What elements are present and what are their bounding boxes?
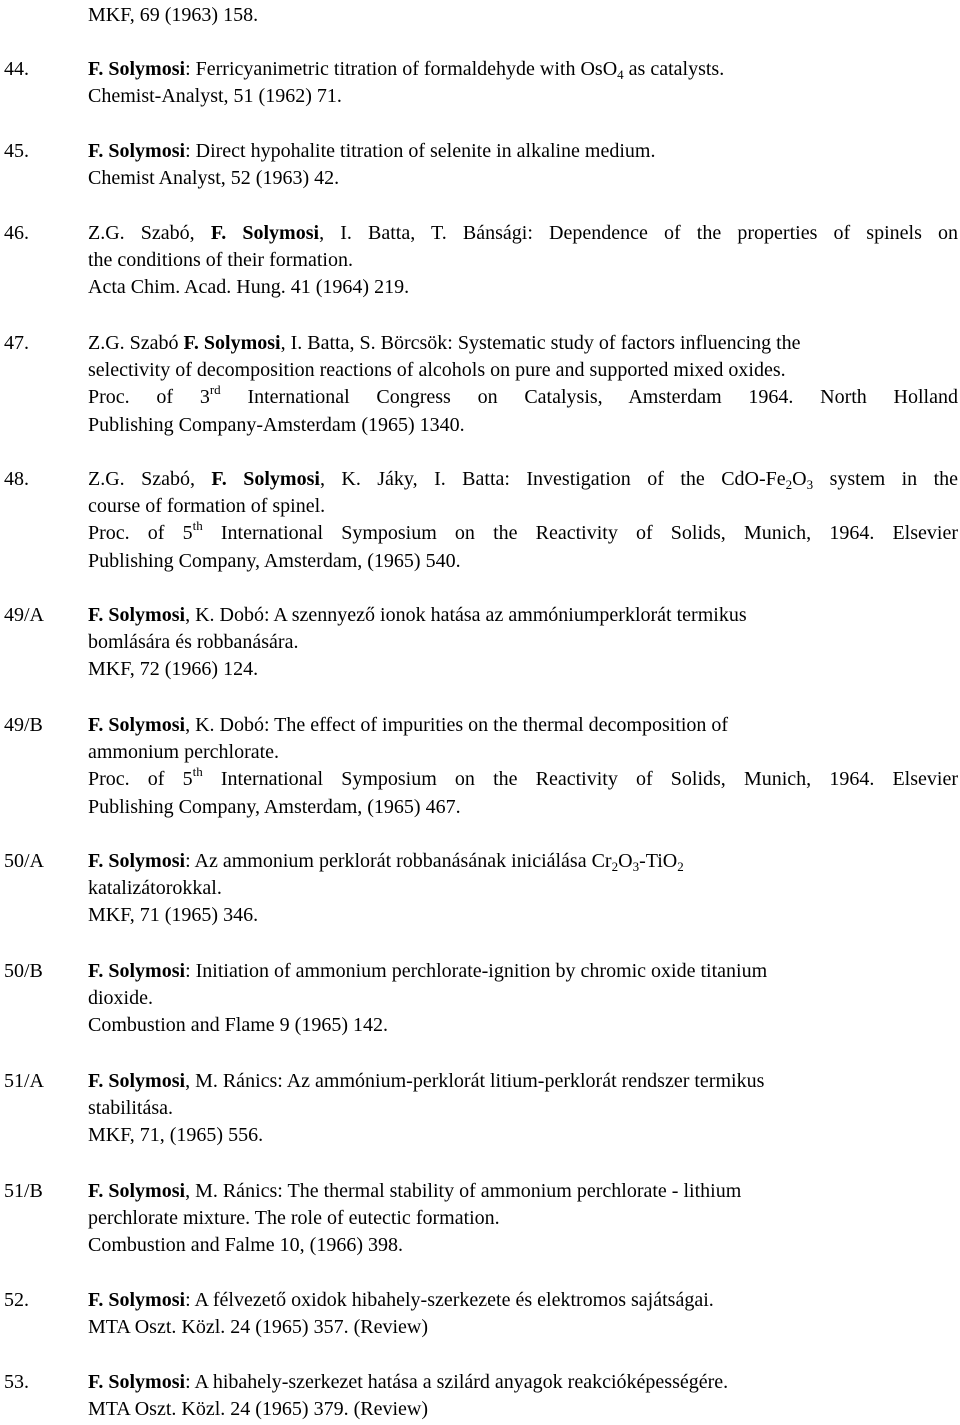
entry-line: F. Solymosi: A félvezető oxidok hibahely-szerkezete és elektromos sajátságai. (88, 1289, 714, 1311)
entry-line: Publishing Company, Amsterdam, (1965) 540. (88, 549, 461, 572)
author-name: F. Solymosi (183, 332, 281, 354)
entry-line: Proc. of 5th International Symposium on the Reactivity of Solids, Munich, 1964. Elsevier (88, 518, 958, 545)
entry-number: 45. (4, 140, 29, 162)
author-name: F. Solymosi (88, 1371, 186, 1393)
entry-line: F. Solymosi, M. Ránics: Az ammónium-perklorát litium-perklorát rendszer termikus (88, 1070, 765, 1092)
entry-line: F. Solymosi, K. Dobó: The effect of impurities on the thermal decomposition of (88, 714, 729, 736)
entry-number: 49/A (4, 604, 44, 626)
entry-line: Proc. of 3rd International Congress on Catalysis, Amsterdam 1964. North Holland (88, 382, 958, 409)
entry-number: 51/B (4, 1180, 43, 1202)
entry-line: dioxide. (88, 987, 153, 1010)
entry-line: stabilitása. (88, 1097, 173, 1120)
entry-line: Acta Chim. Acad. Hung. 41 (1964) 219. (88, 276, 410, 299)
entry-number: 52. (4, 1289, 29, 1311)
entry-line: Combustion and Flame 9 (1965) 142. (88, 1014, 388, 1037)
entry-line: the conditions of their formation. (88, 249, 353, 272)
entry-line: F. Solymosi: Direct hypohalite titration of selenite in alkaline medium. (88, 140, 656, 162)
author-name: F. Solymosi (211, 468, 320, 490)
author-name: F. Solymosi (88, 850, 186, 872)
entry-number: 44. (4, 58, 29, 80)
entry-line: Proc. of 5th International Symposium on the Reactivity of Solids, Munich, 1964. Elsevier (88, 764, 958, 791)
author-name: F. Solymosi (88, 1289, 186, 1311)
entry-line: Publishing Company-Amsterdam (1965) 1340. (88, 413, 465, 436)
entry-number: 50/B (4, 960, 43, 982)
entry-line: selectivity of decomposition reactions of alcohols on pure and supported mixed oxides. (88, 359, 786, 382)
entry-line: MTA Oszt. Közl. 24 (1965) 379. (Review) (88, 1398, 429, 1421)
entry-line: bomlására és robbanására. (88, 631, 299, 654)
entry-line: katalizátorokkal. (88, 877, 222, 900)
entry-line: MKF, 71 (1965) 346. (88, 904, 259, 927)
entry-number: 53. (4, 1371, 29, 1393)
entry-number: 46. (4, 222, 29, 244)
author-name: F. Solymosi (88, 960, 186, 982)
entry-line: F. Solymosi: A hibahely-szerkezet hatása a szilárd anyagok reakcióképességére. (88, 1371, 729, 1393)
entry-line: ammonium perchlorate. (88, 741, 280, 764)
entry-line: perchlorate mixture. The role of eutectic formation. (88, 1207, 500, 1230)
author-name: F. Solymosi (88, 1180, 186, 1202)
entry-line: Combustion and Falme 10, (1966) 398. (88, 1234, 403, 1257)
author-name: F. Solymosi (210, 222, 320, 244)
entry-line: MKF, 69 (1963) 158. (88, 4, 259, 26)
entry-line: Chemist-Analyst, 51 (1962) 71. (88, 85, 342, 108)
entry-line: F. Solymosi, M. Ránics: The thermal stability of ammonium perchlorate - lithium (88, 1180, 742, 1202)
author-name: F. Solymosi (88, 604, 186, 626)
entry-number: 48. (4, 468, 29, 490)
entry-line: MKF, 71, (1965) 556. (88, 1124, 264, 1147)
author-name: F. Solymosi (88, 1070, 186, 1092)
author-name: F. Solymosi (88, 140, 186, 162)
entry-line: MKF, 72 (1966) 124. (88, 658, 259, 681)
entry-line: Z.G. Szabó, F. Solymosi, I. Batta, T. Bánsági: Dependence of the properties of spinels on (88, 222, 959, 244)
entry-line: F. Solymosi: Ferricyanimetric titration of formaldehyde with OsO$_4$ as catalysts. (88, 58, 725, 82)
entry-line: Chemist Analyst, 52 (1963) 42. (88, 167, 340, 190)
entry-line: MTA Oszt. Közl. 24 (1965) 357. (Review) (88, 1316, 429, 1339)
entry-line: course of formation of spinel. (88, 495, 326, 518)
author-name: F. Solymosi (88, 58, 186, 80)
entry-line: F. Solymosi: Az ammonium perklorát robbanásának iniciálása $Cr_2O_3-TiO_2$ (88, 850, 684, 874)
entry-line: Z.G. Szabó, F. Solymosi, K. Jáky, I. Batta: Investigation of the CdO-$Fe_2O_3$ system in the (88, 468, 958, 492)
entry-number: 51/A (4, 1070, 44, 1092)
author-name: F. Solymosi (88, 714, 186, 736)
entry-number: 50/A (4, 850, 44, 872)
entry-line: Publishing Company, Amsterdam, (1965) 467. (88, 795, 461, 818)
entry-line: Z.G. Szabó F. Solymosi, I. Batta, S. Börcsök: Systematic study of factors influencing the (88, 332, 801, 354)
entry-line: F. Solymosi, K. Dobó: A szennyező ionok hatása az ammóniumperklorát termikus (88, 604, 747, 626)
entry-number: 49/B (4, 714, 43, 736)
entry-line: F. Solymosi: Initiation of ammonium perchlorate-ignition by chromic oxide titanium (88, 960, 768, 982)
entry-number: 47. (4, 332, 29, 354)
